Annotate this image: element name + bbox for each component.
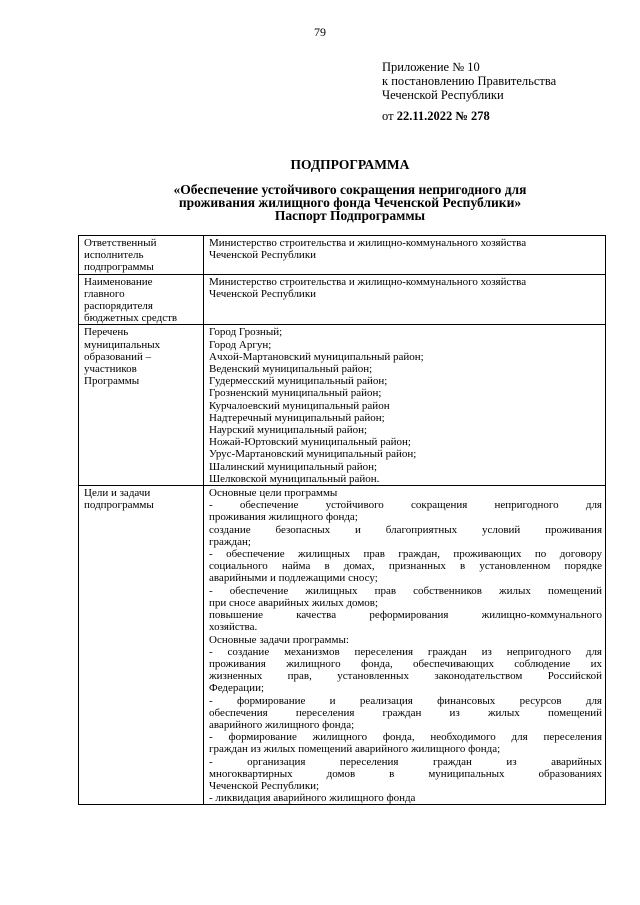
row-content-cell (204, 325, 606, 486)
appendix-number: Приложение № 10 (382, 60, 480, 74)
row-content-line: - организация переселения граждан из аварийных (209, 755, 602, 768)
row-label-line: распорядителя (84, 300, 153, 313)
row-content-line: Основные цели программы (209, 487, 338, 500)
subprogram-heading: ПОДПРОГРАММА (290, 157, 410, 172)
row-content-line: Ачхой-Мартановский муниципальный район; (209, 350, 424, 363)
row-label-line: образований – (84, 350, 152, 363)
row-label-line: подпрограммы (84, 261, 154, 274)
page-number: 79 (314, 25, 326, 39)
row-label-cell (79, 486, 204, 805)
row-content-line: Гудермесский муниципальный район; (209, 375, 388, 388)
row-label-cell (79, 274, 204, 325)
subprogram-title (80, 183, 620, 222)
row-content-line: Надтеречный муниципальный район; (209, 411, 385, 424)
appendix-date-line (382, 109, 556, 123)
row-label-cell (79, 325, 204, 486)
table-row (79, 325, 606, 486)
row-content-line: Веденский муниципальный район; (209, 363, 373, 376)
row-content-line: Чеченской Республики (209, 287, 317, 300)
row-label-line: Программы (84, 375, 140, 388)
row-content-line: обеспечения переселения граждан из жилых помещений (209, 706, 602, 719)
row-content-cell (204, 486, 606, 805)
row-content-line: Чеченской Республики (209, 249, 317, 262)
appendix-decree-line: к постановлению Правительства (382, 74, 557, 88)
table-row (79, 274, 606, 325)
subprogram-title-line-2: проживания жилищного фонда Чеченской Республики» (178, 195, 522, 210)
row-content-line: проживания жилищного фонда; (209, 511, 358, 524)
row-content-line: Шелковской муниципальный район. (209, 472, 380, 485)
row-content-line: - обеспечение жилищных прав граждан, проживающих по договору (209, 548, 602, 561)
row-content-line: Курчалоевский муниципальный район (209, 399, 390, 412)
row-label-line: муниципальных (84, 338, 161, 351)
row-label-line: Ответственный (84, 237, 157, 249)
appendix-government-line: Чеченской Республики (382, 88, 504, 102)
row-content-line: проживания жилищного фонда, обеспечивающих соблюдение их (209, 657, 602, 670)
row-content-line: Министерство строительства и жилищно-коммунального хозяйства (209, 237, 527, 249)
row-content-line: - обеспечение устойчивого сокращения непригодного для (209, 499, 602, 512)
row-content-line: - формирование и реализация финансовых ресурсов для (209, 694, 602, 707)
row-content-line: Министерство строительства и жилищно-коммунального хозяйства (209, 275, 527, 288)
table-row (79, 486, 606, 805)
subprogram-title-line-1: «Обеспечение устойчивого сокращения непригодного для (173, 182, 527, 197)
row-content-line: Наурский муниципальный район; (209, 424, 368, 437)
row-content-cell (204, 236, 606, 275)
row-content-line: - формирование жилищного фонда, необходимого для переселения (209, 731, 602, 744)
row-label-line: главного (84, 287, 125, 300)
row-content-line: многоквартирных домов в муниципальных образованиях (209, 767, 602, 780)
row-content-line: жизненных прав, установленных законодательством Российской (209, 670, 602, 683)
row-content-line: - ликвидация аварийного жилищного фонда (209, 792, 416, 805)
row-content-line: граждан из жилых помещений аварийного жилищного фонда; (209, 743, 501, 756)
row-content-line: создание безопасных и благоприятных условий проживания (209, 523, 602, 536)
table-row (79, 236, 606, 275)
row-content-cell (204, 274, 606, 325)
row-content-line: Федерации; (209, 682, 265, 695)
row-content-line: Урус-Мартановский муниципальный район; (209, 448, 417, 461)
row-content-line: хозяйства. (209, 621, 258, 634)
appendix-block (382, 60, 556, 123)
row-content-line: - обеспечение жилищных прав собственников жилых помещений (209, 584, 602, 597)
row-content-line: Грозненский муниципальный район; (209, 387, 382, 400)
row-content-line: - создание механизмов переселения граждан из непригодного для (209, 645, 602, 658)
row-label-cell (79, 236, 204, 275)
appendix-date-prefix: от (382, 109, 397, 123)
passport-heading: Паспорт Подпрограммы (274, 208, 426, 223)
appendix-date-value: 22.11.2022 № 278 (396, 109, 490, 123)
row-content-line: Шалинский муниципальный район; (209, 460, 378, 473)
row-content-line: повышение качества реформирования жилищно-коммунального (209, 609, 602, 622)
passport-table (78, 235, 606, 805)
row-content-line: Ножай-Юртовский муниципальный район; (209, 436, 411, 449)
row-content-line: аварийными и подлежащими сносу; (209, 572, 378, 585)
row-content-line: Город Аргун; (209, 338, 272, 351)
row-label-line: Цели и задачи (84, 487, 151, 500)
row-label-line: исполнитель (84, 249, 144, 262)
row-content-line: при сносе аварийных жилых домов; (209, 596, 379, 609)
row-label-line: участников (84, 363, 137, 376)
row-content-line: социального найма в домах, признанных в установленном порядке (209, 560, 602, 573)
row-content-line: граждан; (209, 535, 251, 548)
row-label-line: бюджетных средств (84, 312, 178, 325)
row-label-line: Наименование (84, 275, 153, 288)
row-label-line: Перечень (84, 326, 129, 339)
row-label-line: подпрограммы (84, 499, 154, 512)
row-content-line: Город Грозный; (209, 326, 283, 339)
row-content-line: Основные задачи программы: (209, 633, 349, 646)
row-content-line: Чеченской Республики; (209, 779, 320, 792)
row-content-line: аварийного жилищного фонда; (209, 718, 355, 731)
